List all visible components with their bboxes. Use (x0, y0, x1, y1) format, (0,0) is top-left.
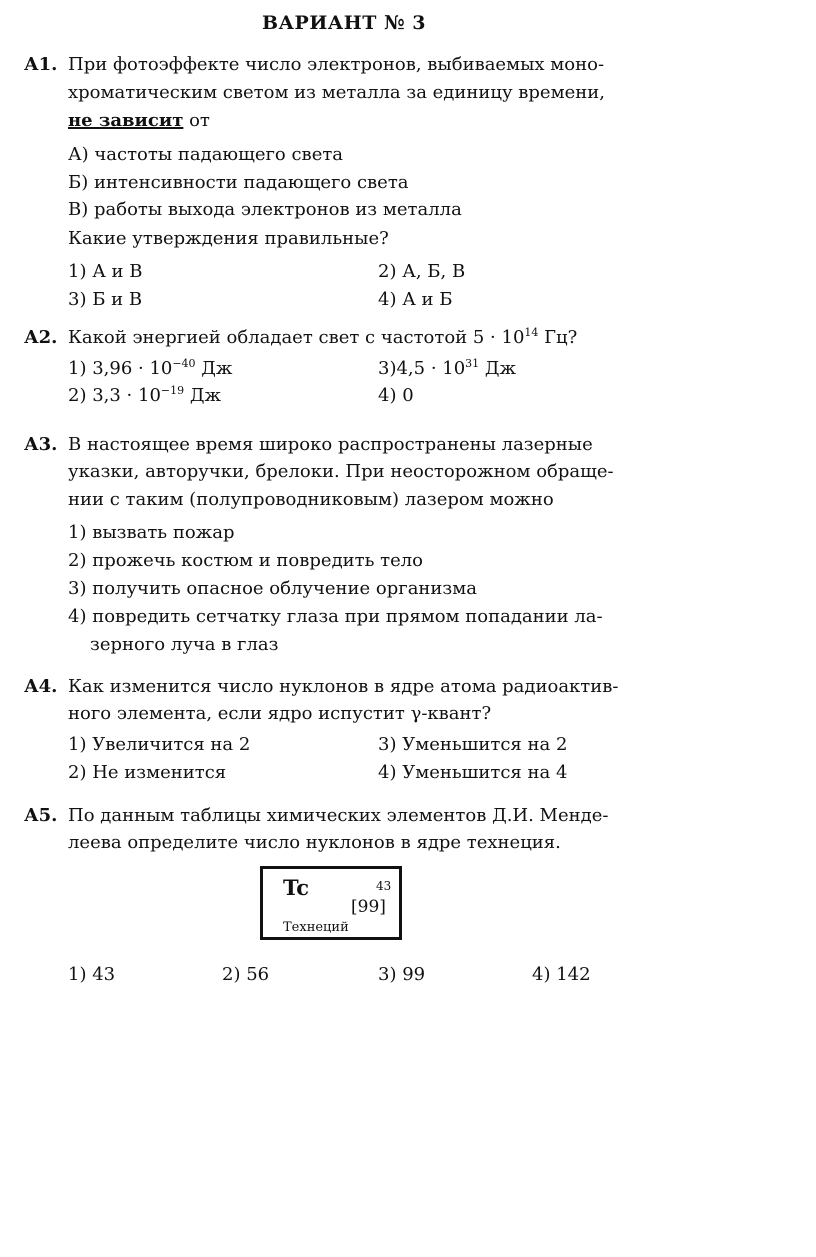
answer-option: 4) А и Б (378, 289, 453, 310)
question-text: указки, авторучки, брелоки. При неосторожном обраще- (68, 461, 614, 482)
answer-option: 1) $3,96 \cdot 10^{-40}$ Дж (68, 357, 233, 379)
page-title: ВАРИАНТ № 3 (262, 12, 426, 34)
question-text: ного элемента, если ядро испустит γ-квант? (68, 703, 492, 724)
question-text: При фотоэффекте число электронов, выбиваемых моно- (68, 54, 605, 75)
question-text: леева определите число нуклонов в ядре технеция. (68, 832, 561, 853)
answer-option: 2) А, Б, В (378, 261, 466, 282)
answer-option: 3) Б и В (68, 289, 143, 310)
element-atomic-number: 43 (376, 879, 392, 893)
question-text: По данным таблицы химических элементов Д.И. Менде- (68, 805, 609, 826)
answer-option: 3) получить опасное облучение организма (68, 578, 477, 599)
statement: А) частоты падающего света (68, 144, 344, 165)
question-text: Как изменится число нуклонов в ядре атома радиоактив- (68, 676, 619, 697)
answer-option: $3)4,5 \cdot 10^{31}$ Дж (378, 357, 517, 379)
sub-question: Какие утверждения правильные? (68, 228, 389, 249)
answer-option: 3) Уменьшится на 2 (378, 734, 568, 755)
statement: В) работы выхода электронов из металла (68, 199, 462, 220)
answer-option: 1) А и В (68, 261, 143, 282)
question-text: нии с таким (полупроводниковым) лазером можно (68, 489, 554, 510)
answer-option: 2) Не изменится (68, 762, 227, 783)
element-cell (260, 866, 402, 940)
answer-option: 2) прожечь костюм и повредить тело (68, 550, 424, 571)
answer-option: 1) Увеличится на 2 (68, 734, 251, 755)
question-number: А5. (24, 805, 58, 826)
answer-option: 2) 56 (222, 964, 270, 985)
answer-option: 1) вызвать пожар (68, 522, 235, 543)
statement: Б) интенсивности падающего света (68, 172, 409, 193)
answer-option: 2) $3,3 \cdot 10^{-19}$ Дж (68, 384, 222, 406)
element-name: Технеций (283, 920, 349, 935)
question-text: не зависит от (68, 110, 210, 131)
answer-option: 3) 99 (378, 964, 426, 985)
answer-option: 1) 43 (68, 964, 116, 985)
answer-option: 4) Уменьшится на 4 (378, 762, 568, 783)
question-number: А1. (24, 54, 58, 75)
answer-option: 4) 0 (378, 385, 414, 406)
element-mass: [99] (351, 897, 386, 917)
question-text: В настоящее время широко распространены лазерные (68, 434, 593, 455)
question-number: А3. (24, 434, 58, 455)
question-number: А4. (24, 676, 58, 697)
question-number: А2. (24, 327, 58, 348)
answer-option: 4) 142 (532, 964, 591, 985)
emphasis-text: не зависит (68, 110, 184, 131)
answer-option: 4) повредить сетчатку глаза при прямом попадании ла- (68, 606, 603, 627)
answer-option: зерного луча в глаз (90, 634, 279, 655)
question-text: Какой энергией обладает свет с частотой $5 \cdot 10^{14}$ Гц? (68, 326, 578, 348)
question-text: хроматическим светом из металла за единицу времени, (68, 82, 605, 103)
element-symbol: Tc (283, 875, 310, 900)
